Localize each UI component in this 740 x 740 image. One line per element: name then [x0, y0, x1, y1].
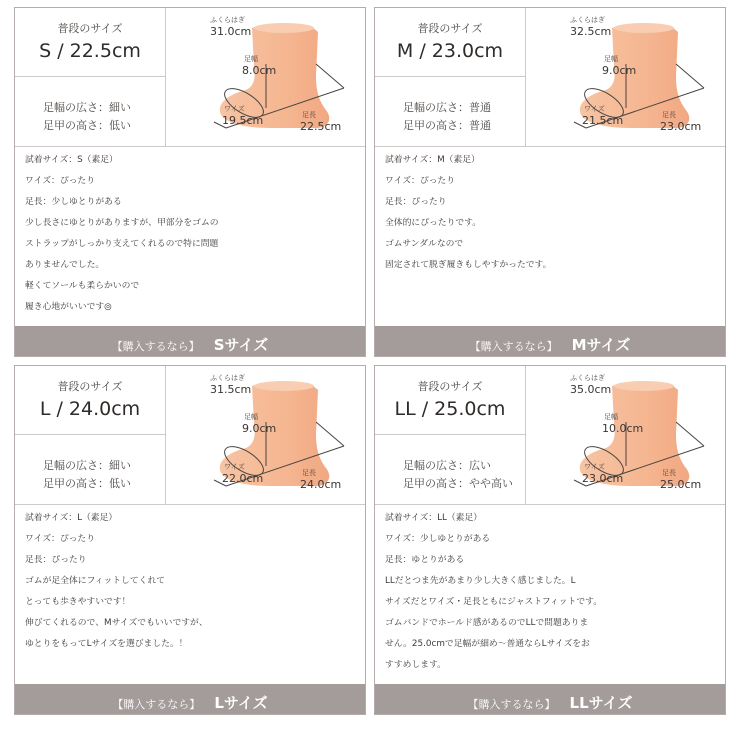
review-line: ゆとりをもってLサイズを選びました。！: [25, 639, 188, 649]
card-header: [15, 8, 365, 147]
review-line: ストラップがしっかり支えてくれるので特に問題: [25, 239, 219, 249]
foot-measurements: [166, 366, 365, 504]
buy-button-size: Sサイズ: [213, 336, 269, 354]
review-line: 足長：ぴったり: [385, 197, 447, 207]
review-line: とっても歩きやすいです！: [25, 597, 131, 607]
wise-value: 21.5cm: [582, 114, 624, 127]
foot-measurements: [526, 8, 725, 146]
buy-size-button[interactable]: [375, 326, 725, 356]
usual-size-label: 普段のサイズ: [57, 380, 123, 393]
buy-button-prefix: 【購入するなら】: [467, 698, 556, 711]
buy-size-button[interactable]: [15, 684, 365, 714]
buy-button-size: Mサイズ: [571, 336, 631, 354]
review-line: ワイズ：ぴったり: [25, 176, 96, 186]
foot-shape-box: [375, 77, 526, 146]
buy-button-size: Lサイズ: [214, 694, 268, 712]
buy-button-prefix: 【購入するなら】: [111, 340, 200, 353]
usual-size-value: LL / 25.0cm: [394, 398, 506, 420]
usual-size-box: [375, 8, 526, 77]
review-line: 履き心地がいいです◎: [25, 302, 112, 312]
foot-width-label: 足幅: [244, 55, 258, 63]
review-line: ありませんでした。: [25, 260, 105, 270]
review-text: [385, 508, 721, 676]
review-line: ゴムバンドでホールド感があるのでLLで問題ありま: [385, 618, 589, 628]
calf-value: 32.5cm: [570, 25, 612, 38]
instep-height-row: 足甲の高さ：低い: [43, 477, 131, 490]
review-text: [25, 508, 361, 655]
length-value: 23.0cm: [660, 120, 702, 133]
foot-width-value: 9.0cm: [242, 422, 277, 435]
card-header: [375, 366, 725, 505]
foot-shape-box: [15, 77, 166, 146]
foot-width-row: 足幅の広さ：細い: [43, 459, 131, 472]
size-card-m: [374, 7, 726, 357]
wise-value: 23.0cm: [582, 472, 624, 485]
review-line: ワイズ：ぴったり: [25, 534, 96, 544]
length-label: 足長: [662, 469, 676, 477]
foot-width-value: 9.0cm: [602, 64, 637, 77]
review-line: ワイズ：少しゆとりがある: [385, 534, 491, 544]
review-line: ゴムが足全体にフィットしてくれて: [25, 576, 166, 586]
review-line: 足長：ゆとりがある: [385, 555, 465, 565]
foot-width-row: 足幅の広さ：広い: [403, 459, 491, 472]
review-line: せん。25.0cmで足幅が細め〜普通ならLサイズをお: [385, 639, 590, 649]
calf-label: ふくらはぎ: [570, 16, 605, 24]
foot-shape-box: [15, 435, 166, 504]
review-text: [385, 150, 721, 276]
instep-height-row: 足甲の高さ：普通: [403, 119, 491, 132]
length-value: 24.0cm: [300, 478, 342, 491]
usual-size-label: 普段のサイズ: [417, 22, 483, 35]
review-line: 試着サイズ：S（素足）: [25, 155, 118, 165]
review-line: 少し長さにゆとりがありますが、甲部分をゴムの: [25, 218, 219, 228]
review-line: 全体的にぴったりです。: [385, 218, 482, 228]
wise-label: ワイズ: [584, 463, 605, 471]
review-text: [25, 150, 361, 318]
calf-label: ふくらはぎ: [210, 374, 245, 382]
calf-value: 35.0cm: [570, 383, 612, 396]
review-line: 伸びてくれるので、Mサイズでもいいですが、: [25, 618, 208, 628]
wise-value: 19.5cm: [222, 114, 264, 127]
usual-size-box: [375, 366, 526, 435]
foot-width-label: 足幅: [604, 55, 618, 63]
usual-size-value: L / 24.0cm: [39, 398, 141, 420]
foot-measurements: [526, 366, 725, 504]
foot-width-label: 足幅: [604, 413, 618, 421]
usual-size-box: [15, 8, 166, 77]
calf-value: 31.0cm: [210, 25, 252, 38]
usual-size-label: 普段のサイズ: [57, 22, 123, 35]
review-line: 足長：ぴったり: [25, 555, 87, 565]
review-line: ワイズ：ぴったり: [385, 176, 456, 186]
review-line: すすめします。: [385, 660, 446, 670]
review-line: 試着サイズ：L（素足）: [25, 513, 118, 523]
foot-width-row: 足幅の広さ：普通: [403, 101, 491, 114]
buy-button-prefix: 【購入するなら】: [469, 340, 558, 353]
foot-measurements: [166, 8, 365, 146]
foot-width-value: 10.0cm: [602, 422, 644, 435]
length-value: 22.5cm: [300, 120, 342, 133]
review-line: 試着サイズ：LL（素足）: [385, 513, 483, 523]
wise-value: 22.0cm: [222, 472, 264, 485]
usual-size-value: M / 23.0cm: [396, 40, 504, 62]
review-line: ゴムサンダルなので: [385, 239, 464, 249]
instep-height-row: 足甲の高さ：低い: [43, 119, 131, 132]
review-line: 足長：少しゆとりがある: [25, 197, 122, 207]
card-header: [15, 366, 365, 505]
review-line: サイズだとワイズ・足長ともにジャストフィットです。: [385, 597, 603, 607]
wise-label: ワイズ: [584, 105, 605, 113]
buy-button-size: LLサイズ: [569, 694, 633, 712]
foot-width-value: 8.0cm: [242, 64, 277, 77]
length-label: 足長: [302, 111, 316, 119]
review-line: 試着サイズ：M（素足）: [385, 155, 480, 165]
length-label: 足長: [302, 469, 316, 477]
buy-button-prefix: 【購入するなら】: [112, 698, 201, 711]
buy-size-button[interactable]: [375, 684, 725, 714]
card-header: [375, 8, 725, 147]
foot-width-label: 足幅: [244, 413, 258, 421]
usual-size-value: S / 22.5cm: [39, 40, 141, 62]
calf-label: ふくらはぎ: [210, 16, 245, 24]
calf-value: 31.5cm: [210, 383, 252, 396]
calf-label: ふくらはぎ: [570, 374, 605, 382]
length-value: 25.0cm: [660, 478, 702, 491]
review-line: 固定されて脱ぎ履きもしやすかったです。: [385, 260, 552, 270]
instep-height-row: 足甲の高さ：やや高い: [403, 477, 513, 490]
size-card-ll: [374, 365, 726, 715]
review-line: LLだとつま先があまり少し大きく感じました。L: [385, 576, 576, 586]
buy-size-button[interactable]: [15, 326, 365, 356]
usual-size-box: [15, 366, 166, 435]
length-label: 足長: [662, 111, 676, 119]
size-card-s: [14, 7, 366, 357]
usual-size-label: 普段のサイズ: [417, 380, 483, 393]
review-line: 軽くてソールも柔らかいので: [25, 281, 140, 291]
foot-width-row: 足幅の広さ：細い: [43, 101, 131, 114]
wise-label: ワイズ: [224, 105, 245, 113]
size-card-l: [14, 365, 366, 715]
wise-label: ワイズ: [224, 463, 245, 471]
foot-shape-box: [375, 435, 526, 504]
